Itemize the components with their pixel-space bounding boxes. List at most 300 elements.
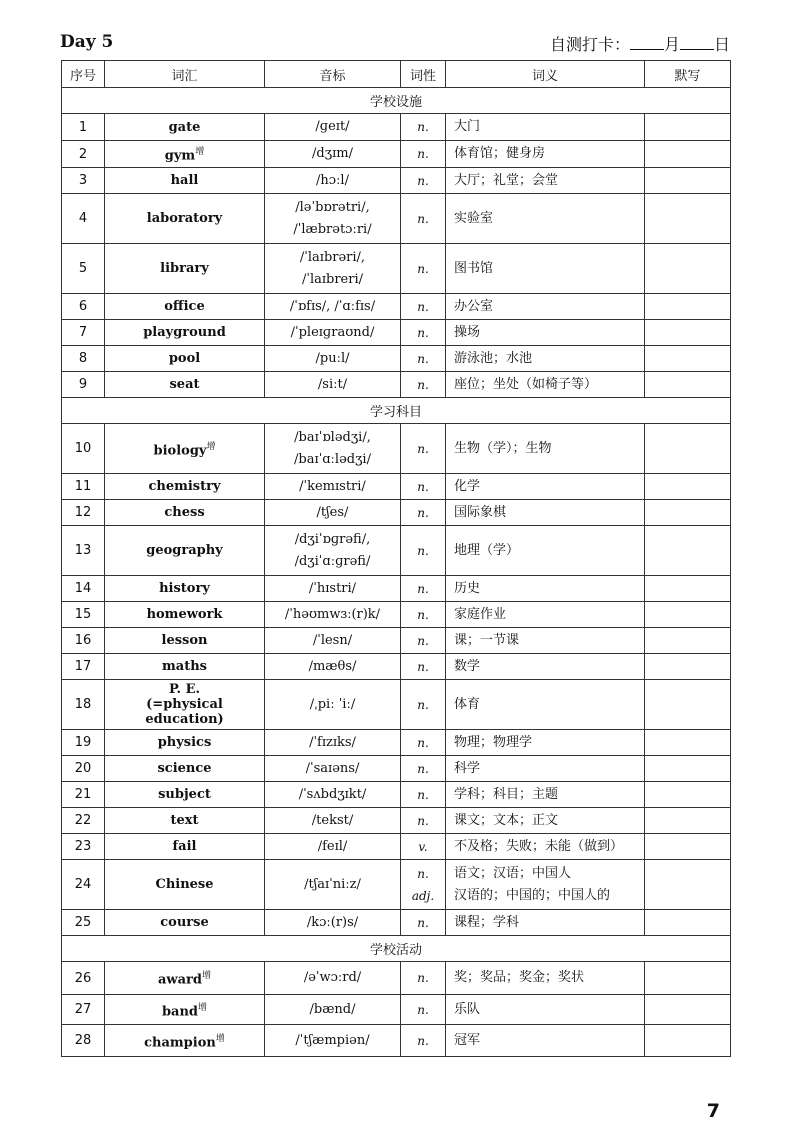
phonetic-line: /baɪˈɒlədʒi/,: [294, 429, 371, 445]
vocab-word-line: laboratory: [146, 211, 223, 226]
meaning: [446, 320, 645, 346]
part-of-speech: [401, 756, 446, 782]
vocab-word: [105, 500, 265, 526]
vocab-word-line: physics: [157, 735, 212, 750]
meaning: [446, 756, 645, 782]
table-row: [62, 141, 731, 168]
col-header-dictation: 默写: [645, 61, 731, 88]
meaning-line: 国际象棋: [454, 504, 507, 520]
dictation-cell[interactable]: [645, 474, 731, 500]
row-number: 9: [62, 372, 105, 398]
dictation-cell[interactable]: [645, 910, 731, 936]
vocab-word: [105, 576, 265, 602]
dictation-cell[interactable]: [645, 500, 731, 526]
day-blank[interactable]: [680, 35, 714, 50]
row-number: 13: [62, 526, 105, 576]
meaning: [446, 294, 645, 320]
phonetic-line: /ˈhəʊmwɜː(r)k/: [284, 606, 381, 622]
part-of-speech: [401, 294, 446, 320]
part-of-speech: [401, 320, 446, 346]
table-row: [62, 114, 731, 141]
col-header-phonetic: 音标: [265, 61, 401, 88]
phonetic-line: /ˈsaɪəns/: [305, 760, 360, 776]
vocab-word: [105, 730, 265, 756]
pos-line: n.: [417, 581, 429, 596]
day-char-label: 日: [713, 35, 730, 54]
phonetic: [265, 500, 401, 526]
meaning: [446, 424, 645, 474]
day-label: Day 5: [60, 32, 114, 52]
phonetic: [265, 424, 401, 474]
phonetic-line: /dʒiˈɒɡrəfi/,: [294, 531, 371, 547]
meaning-line: 办公室: [454, 298, 494, 314]
row-number: 15: [62, 602, 105, 628]
meaning-line: 化学: [454, 478, 481, 494]
vocab-word-line: seat: [169, 377, 200, 392]
pos-line: n.: [417, 505, 429, 520]
phonetic: [265, 294, 401, 320]
vocab-word-text: biology: [153, 443, 207, 459]
row-number: 4: [62, 194, 105, 244]
section-title: 学校设施: [62, 88, 731, 114]
meaning: [446, 860, 645, 910]
pos-line: v.: [418, 839, 428, 854]
table-row: [62, 680, 731, 730]
phonetic: [265, 628, 401, 654]
meaning: [446, 576, 645, 602]
vocab-word-line: Chinese: [155, 877, 214, 892]
phonetic-line: /ˈlæbrətɔːri/: [293, 221, 372, 237]
vocab-word-line: [109, 1031, 260, 1050]
phonetic: [265, 808, 401, 834]
meaning: [446, 834, 645, 860]
added-word-mark: 增: [206, 441, 216, 452]
table-row: [62, 168, 731, 194]
meaning: [446, 602, 645, 628]
phonetic: [265, 602, 401, 628]
phonetic-line: /ˈpleɪɡraʊnd/: [290, 324, 375, 340]
dictation-cell[interactable]: [645, 194, 731, 244]
dictation-cell[interactable]: [645, 141, 731, 168]
phonetic: [265, 654, 401, 680]
meaning: [446, 628, 645, 654]
meaning: [446, 500, 645, 526]
vocab-word: [105, 294, 265, 320]
phonetic-line: /mæθs/: [308, 658, 357, 674]
part-of-speech: [401, 194, 446, 244]
dictation-cell[interactable]: [645, 526, 731, 576]
table-row: [62, 756, 731, 782]
phonetic-line: /puːl/: [315, 350, 350, 366]
part-of-speech: [401, 654, 446, 680]
part-of-speech: [401, 860, 446, 910]
meaning-line: 体育: [454, 696, 481, 712]
section-row: [62, 936, 731, 962]
meaning-line: 冠军: [454, 1032, 481, 1048]
phonetic: [265, 576, 401, 602]
vocab-word-line: science: [157, 761, 212, 776]
phonetic: [265, 962, 401, 995]
row-number: 25: [62, 910, 105, 936]
vocab-word-line: (=physical education): [145, 697, 224, 727]
dictation-cell[interactable]: [645, 424, 731, 474]
part-of-speech: [401, 834, 446, 860]
phonetic: [265, 1025, 401, 1057]
phonetic-line: /ˈfɪzɪks/: [309, 734, 356, 750]
meaning: [446, 680, 645, 730]
vocab-word: [105, 834, 265, 860]
part-of-speech: [401, 346, 446, 372]
part-of-speech: [401, 474, 446, 500]
meaning-line: 生物（学）；生物: [454, 440, 552, 456]
vocab-word: [105, 320, 265, 346]
pos-line: n.: [417, 607, 429, 622]
meaning: [446, 372, 645, 398]
phonetic: [265, 782, 401, 808]
vocab-word-line: gate: [168, 119, 201, 135]
phonetic-line: /ˈɒfɪs/, /ˈɑːfɪs/: [289, 298, 376, 314]
pos-line: n.: [417, 173, 429, 188]
row-number: 17: [62, 654, 105, 680]
dictation-cell[interactable]: [645, 114, 731, 141]
pos-line: n.: [417, 971, 429, 985]
pos-line: n.: [417, 697, 429, 712]
pos-line: n.: [417, 787, 429, 802]
row-number: 23: [62, 834, 105, 860]
added-word-mark: 增: [201, 971, 211, 982]
pos-line: n.: [417, 761, 429, 776]
dictation-cell[interactable]: [645, 654, 731, 680]
vocab-word: [105, 654, 265, 680]
added-word-mark: 增: [198, 1002, 208, 1013]
dictation-cell[interactable]: [645, 860, 731, 910]
part-of-speech: [401, 962, 446, 995]
meaning: [446, 730, 645, 756]
phonetic-line: /tʃes/: [316, 504, 349, 520]
row-number: 28: [62, 1025, 105, 1057]
vocab-word-line: [109, 968, 260, 987]
col-header-word: 词汇: [105, 61, 265, 88]
row-number: 24: [62, 860, 105, 910]
page-number: 7: [706, 1100, 720, 1122]
vocab-word-text: champion: [144, 1035, 216, 1051]
pos-line: n.: [417, 633, 429, 648]
part-of-speech: [401, 730, 446, 756]
dictation-cell[interactable]: [645, 294, 731, 320]
vocab-word-line: playground: [143, 325, 226, 340]
vocab-word-line: [109, 439, 260, 458]
vocab-word-line: library: [160, 261, 209, 276]
vocab-word-line: text: [170, 813, 199, 828]
pos-line: n.: [417, 299, 429, 314]
part-of-speech: [401, 782, 446, 808]
dictation-cell[interactable]: [645, 756, 731, 782]
phonetic-line: /dʒɪm/: [312, 146, 353, 161]
pos-line: n.: [417, 813, 429, 828]
vocab-word-line: subject: [158, 787, 211, 802]
pos-line: n.: [417, 147, 429, 161]
meaning-line: 大厅；礼堂；会堂: [454, 172, 559, 188]
vocab-word: [105, 995, 265, 1025]
meaning-line: 语文；汉语；中国人: [454, 865, 572, 881]
part-of-speech: [401, 680, 446, 730]
vocab-table: [61, 60, 731, 1057]
pos-line: n.: [417, 659, 429, 674]
row-number: 10: [62, 424, 105, 474]
phonetic: [265, 372, 401, 398]
dictation-cell[interactable]: [645, 834, 731, 860]
phonetic-line: /əˈwɔːrd/: [303, 970, 362, 985]
meaning-line: 实验室: [454, 210, 494, 226]
vocab-word-text: band: [161, 1004, 199, 1020]
phonetic: [265, 680, 401, 730]
row-number: 20: [62, 756, 105, 782]
vocab-word: [105, 372, 265, 398]
table-row: [62, 860, 731, 910]
part-of-speech: [401, 372, 446, 398]
table-row: [62, 730, 731, 756]
dictation-cell[interactable]: [645, 602, 731, 628]
phonetic: [265, 834, 401, 860]
pos-line: n.: [417, 1002, 429, 1017]
pos-line: n.: [417, 351, 429, 366]
row-number: 14: [62, 576, 105, 602]
table-row: [62, 1025, 731, 1057]
col-header-meaning: 词义: [446, 61, 645, 88]
meaning: [446, 808, 645, 834]
dictation-cell[interactable]: [645, 320, 731, 346]
row-number: 3: [62, 168, 105, 194]
pos-line: n.: [417, 325, 429, 340]
vocab-word: [105, 168, 265, 194]
vocab-word-line: fail: [172, 839, 197, 854]
row-number: 21: [62, 782, 105, 808]
part-of-speech: [401, 244, 446, 294]
vocab-word-line: chemistry: [148, 479, 221, 494]
phonetic: [265, 526, 401, 576]
meaning: [446, 346, 645, 372]
vocab-word: [105, 808, 265, 834]
meaning-line: 操场: [454, 324, 481, 340]
dictation-cell[interactable]: [645, 730, 731, 756]
phonetic: [265, 474, 401, 500]
phonetic-line: /tekst/: [311, 812, 354, 828]
table-row: [62, 372, 731, 398]
table-row: [62, 346, 731, 372]
phonetic: [265, 910, 401, 936]
table-row: [62, 576, 731, 602]
vocab-word-line: chess: [164, 505, 205, 520]
vocab-word-line: homework: [146, 607, 223, 622]
phonetic-line: /ˈkemɪstri/: [299, 478, 366, 494]
dictation-cell[interactable]: [645, 244, 731, 294]
meaning-line: 图书馆: [454, 260, 494, 276]
table-row: [62, 602, 731, 628]
pos-line: adj.: [411, 888, 435, 903]
meaning-line: 汉语的；中国的；中国人的: [454, 887, 611, 903]
row-number: 22: [62, 808, 105, 834]
vocab-word-text: gym: [164, 148, 196, 164]
part-of-speech: [401, 628, 446, 654]
part-of-speech: [401, 1025, 446, 1057]
meaning-line: 不及格；失败；未能（做到）: [454, 838, 624, 854]
phonetic-line: /ˈlaɪbrəri/,: [299, 249, 366, 265]
month-blank[interactable]: [630, 35, 664, 50]
table-row: [62, 474, 731, 500]
phonetic-line: /ˈlaɪbreri/: [301, 271, 363, 287]
phonetic: [265, 194, 401, 244]
phonetic-line: /siːt/: [317, 376, 348, 392]
vocab-word-line: lesson: [161, 633, 208, 648]
vocab-word-line: pool: [168, 351, 201, 366]
row-number: 18: [62, 680, 105, 730]
meaning: [446, 168, 645, 194]
vocab-word: [105, 782, 265, 808]
checkin-label: 自测打卡：: [549, 35, 630, 54]
table-row: [62, 808, 731, 834]
dictation-cell[interactable]: [645, 346, 731, 372]
vocab-word: [105, 602, 265, 628]
meaning-line: 课；一节课: [454, 632, 520, 648]
vocab-word: [105, 680, 265, 730]
part-of-speech: [401, 995, 446, 1025]
dictation-cell[interactable]: [645, 1025, 731, 1057]
row-number: 16: [62, 628, 105, 654]
dictation-cell[interactable]: [645, 808, 731, 834]
meaning: [446, 141, 645, 168]
row-number: 19: [62, 730, 105, 756]
dictation-cell[interactable]: [645, 962, 731, 995]
meaning-line: 座位；坐处（如椅子等）: [454, 376, 598, 392]
pos-line: n.: [417, 261, 429, 276]
table-row: [62, 962, 731, 995]
row-number: 11: [62, 474, 105, 500]
table-row: [62, 526, 731, 576]
dictation-cell[interactable]: [645, 628, 731, 654]
vocab-word: [105, 141, 265, 168]
page-header: [60, 32, 730, 60]
dictation-cell[interactable]: [645, 372, 731, 398]
vocab-word-line: hall: [170, 173, 199, 188]
pos-line: n.: [417, 543, 429, 558]
meaning: [446, 114, 645, 141]
meaning: [446, 654, 645, 680]
vocab-word: [105, 424, 265, 474]
added-word-mark: 增: [215, 1033, 225, 1044]
part-of-speech: [401, 500, 446, 526]
phonetic: [265, 756, 401, 782]
part-of-speech: [401, 114, 446, 141]
vocab-word: [105, 962, 265, 995]
row-number: 1: [62, 114, 105, 141]
meaning-line: 数学: [454, 658, 481, 674]
col-header-pos: 词性: [401, 61, 446, 88]
meaning-line: 课程；学科: [454, 914, 520, 930]
part-of-speech: [401, 168, 446, 194]
phonetic-line: /ˈlesn/: [312, 632, 353, 648]
part-of-speech: [401, 602, 446, 628]
meaning-line: 科学: [454, 760, 481, 776]
meaning: [446, 194, 645, 244]
phonetic-line: /bænd/: [309, 1001, 356, 1017]
pos-line: n.: [417, 1033, 429, 1048]
row-number: 7: [62, 320, 105, 346]
phonetic-line: /dʒiˈɑːɡrəfi/: [294, 553, 371, 569]
pos-line: n.: [417, 915, 429, 930]
table-row: [62, 320, 731, 346]
meaning-line: 历史: [454, 580, 481, 596]
part-of-speech: [401, 576, 446, 602]
table-row: [62, 194, 731, 244]
table-row: [62, 424, 731, 474]
meaning-line: 游泳池；水池: [454, 350, 533, 366]
vocab-word-line: geography: [146, 543, 223, 558]
phonetic: [265, 860, 401, 910]
phonetic-line: /hɔːl/: [316, 172, 349, 188]
part-of-speech: [401, 141, 446, 168]
table-row: [62, 628, 731, 654]
dictation-cell[interactable]: [645, 576, 731, 602]
vocab-word-line: history: [159, 581, 210, 596]
phonetic: [265, 730, 401, 756]
phonetic-line: /ləˈbɒrətri/,: [295, 199, 370, 215]
vocab-word: [105, 194, 265, 244]
meaning-line: 乐队: [454, 1001, 481, 1017]
phonetic: [265, 168, 401, 194]
meaning: [446, 782, 645, 808]
vocab-word-line: course: [160, 915, 209, 930]
meaning: [446, 244, 645, 294]
meaning-line: 家庭作业: [454, 606, 507, 622]
meaning-line: 地理（学）: [454, 542, 520, 558]
table-row: [62, 654, 731, 680]
vocab-word-text: award: [158, 972, 202, 988]
dictation-cell[interactable]: [645, 680, 731, 730]
meaning: [446, 962, 645, 995]
vocab-word: [105, 628, 265, 654]
table-header-row: [62, 61, 731, 88]
phonetic-line: /baɪˈɑːlədʒi/: [294, 451, 371, 467]
vocab-word: [105, 114, 265, 141]
vocab-word: [105, 474, 265, 500]
phonetic-line: /ˈtʃæmpiən/: [295, 1032, 370, 1048]
pos-line: n.: [417, 479, 429, 494]
meaning: [446, 995, 645, 1025]
phonetic: [265, 114, 401, 141]
part-of-speech: [401, 526, 446, 576]
phonetic-line: /tʃaɪˈniːz/: [304, 876, 361, 892]
row-number: 6: [62, 294, 105, 320]
dictation-cell[interactable]: [645, 995, 731, 1025]
vocab-word: [105, 756, 265, 782]
row-number: 12: [62, 500, 105, 526]
phonetic: [265, 244, 401, 294]
table-row: [62, 910, 731, 936]
table-row: [62, 294, 731, 320]
added-word-mark: 增: [195, 147, 205, 158]
dictation-cell[interactable]: [645, 782, 731, 808]
dictation-cell[interactable]: [645, 168, 731, 194]
table-row: [62, 995, 731, 1025]
pos-line: n.: [417, 120, 429, 134]
row-number: 26: [62, 962, 105, 995]
row-number: 27: [62, 995, 105, 1025]
vocab-word: [105, 526, 265, 576]
row-number: 8: [62, 346, 105, 372]
phonetic-line: /ɡeɪt/: [315, 119, 350, 134]
row-number: 2: [62, 141, 105, 168]
phonetic-line: /kɔː(r)s/: [306, 914, 359, 930]
